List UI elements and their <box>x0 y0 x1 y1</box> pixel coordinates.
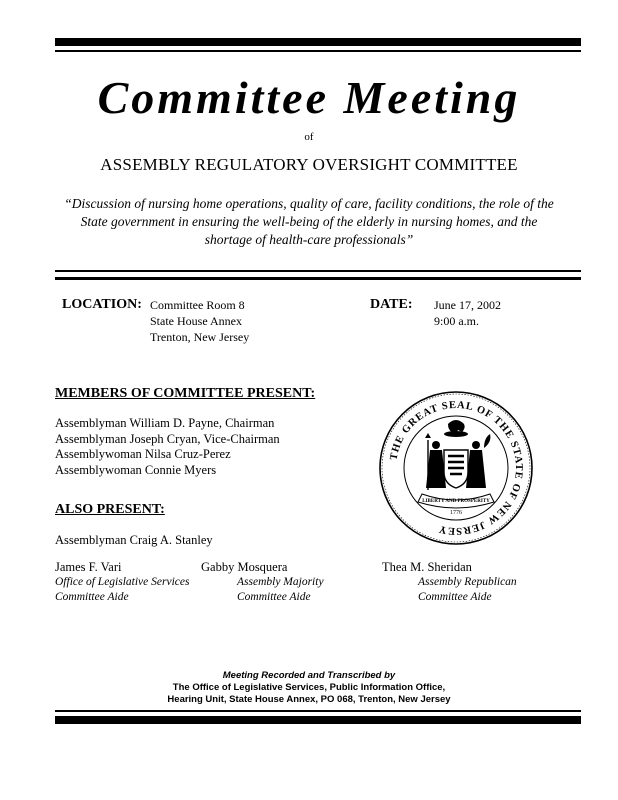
list-item: Assemblywoman Connie Myers <box>55 462 217 477</box>
seal-ribbon-text: LIBERTY AND PROSPERITY <box>422 499 490 504</box>
location-line: Trenton, New Jersey <box>150 330 250 344</box>
aide-role: Office of Legislative Services <box>55 576 190 588</box>
date-value <box>434 297 501 329</box>
members-list <box>55 416 280 478</box>
top-rule-thick <box>55 38 581 46</box>
aide-role: Committee Aide <box>418 591 492 603</box>
list-item: Assemblyman Joseph Cryan, Vice-Chairman <box>55 431 280 446</box>
middle-rule-thin-2 <box>55 277 581 280</box>
aide-name: Thea M. Sheridan <box>382 560 472 574</box>
committee-name: ASSEMBLY REGULATORY OVERSIGHT COMMITTEE <box>100 155 518 174</box>
list-item: Assemblywoman Nilsa Cruz-Perez <box>55 447 231 461</box>
meeting-subject: “Discussion of nursing home operations, quality of care, facility conditions, the role of the State government in ensuring the well-being of the elderly in nursing homes, and the shortage of health-care professionals” <box>64 196 554 247</box>
location-value <box>150 297 249 345</box>
aide-name: James F. Vari <box>55 560 122 574</box>
aide-role: Assembly Republican <box>418 576 517 588</box>
date-line: 9:00 a.m. <box>434 314 479 328</box>
bottom-rule-thin <box>55 710 581 712</box>
also-present-heading: ALSO PRESENT: <box>55 502 165 517</box>
aide-role: Assembly Majority <box>237 576 324 588</box>
footer-credits <box>0 670 618 706</box>
state-seal-icon <box>378 390 534 546</box>
top-rule-thin <box>55 50 581 52</box>
also-present-name: Assemblyman Craig A. Stanley <box>55 533 213 547</box>
seal-year: 1776 <box>450 510 462 516</box>
aide-role: Committee Aide <box>237 591 311 603</box>
location-line: State House Annex <box>150 314 242 328</box>
members-heading: MEMBERS OF COMMITTEE PRESENT: <box>55 386 316 401</box>
footer-line: Hearing Unit, State House Annex, PO 068, Trenton, New Jersey <box>167 694 451 705</box>
middle-rule-thin <box>55 270 581 272</box>
aide-role: Committee Aide <box>55 591 129 603</box>
seal-ring-text: THE GREAT SEAL OF THE STATE OF NEW JERSEY <box>388 399 525 537</box>
footer-line: The Office of Legislative Services, Public Information Office, <box>172 682 446 693</box>
location-label: LOCATION: <box>62 297 142 312</box>
page-title: Committee Meeting <box>97 72 521 123</box>
location-line: Committee Room 8 <box>150 298 245 312</box>
list-item: Assemblyman William D. Payne, Chairman <box>55 416 275 430</box>
date-label: DATE: <box>370 297 413 312</box>
bottom-rule-thick <box>55 716 581 724</box>
date-line: June 17, 2002 <box>434 298 501 312</box>
footer-line: Meeting Recorded and Transcribed by <box>222 670 396 681</box>
aide-name: Gabby Mosquera <box>201 560 288 574</box>
of-text: of <box>304 131 314 143</box>
